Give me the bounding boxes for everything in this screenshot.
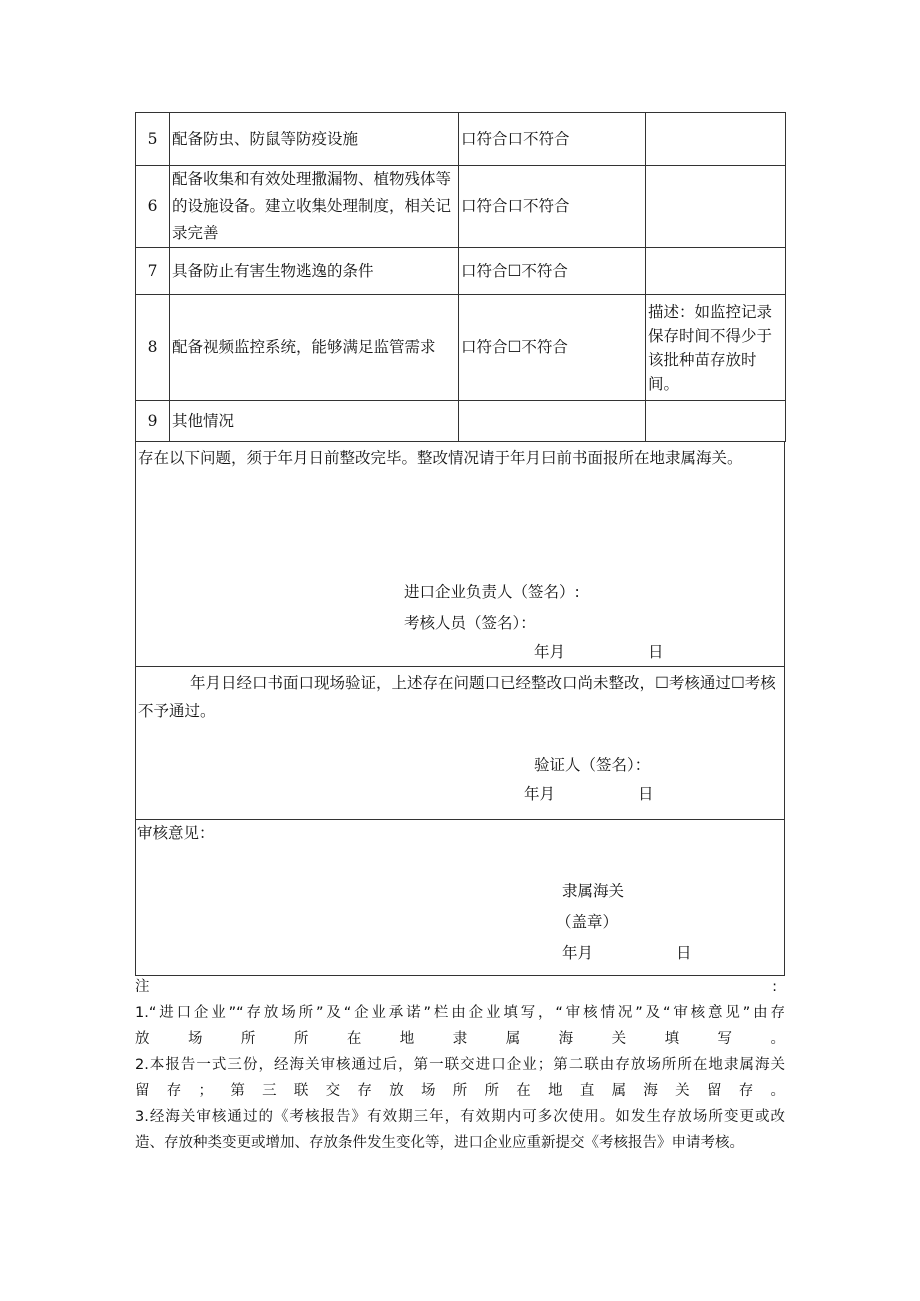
date-year-month: 年月 bbox=[534, 643, 566, 661]
note-3-line-2: 造、存放种类变更或增加、存放条件发生变化等，进口企业应重新提交《考核报告》申请考核。 bbox=[135, 1135, 744, 1151]
notes-section bbox=[135, 974, 785, 1156]
date-year-month: 年月 bbox=[524, 785, 556, 803]
note-2-line-1: 2.本报告一式三份，经海关审核通过后，第一联交进口企业；第二联由存放场所所在地隶属海关 bbox=[135, 1057, 785, 1073]
bottom-sections bbox=[135, 442, 785, 976]
item-text: 配备防虫、防鼠等防疫设施 bbox=[170, 113, 459, 166]
row-number: 9 bbox=[136, 401, 170, 442]
inspection-table bbox=[135, 112, 786, 442]
date-day: 日 bbox=[648, 643, 664, 661]
item-text: 配备收集和有效处理撒漏物、植物残体等的设施设备。建立收集处理制度，相关记录完善 bbox=[170, 166, 459, 248]
table-row bbox=[136, 113, 786, 166]
table-row bbox=[136, 295, 786, 401]
item-text: 其他情况 bbox=[170, 401, 459, 442]
note-2-line-2: 留存；第三联交存放场所所在地直属海关留存。 bbox=[135, 1083, 785, 1099]
inspector-signature-label: 考核人员（签名）： bbox=[404, 614, 536, 632]
result-options[interactable]: 口符合口不符合 bbox=[459, 113, 646, 166]
company-signature-label: 进口企业负责人（签名）: bbox=[404, 583, 580, 601]
note-1-line-2: 放场所所在地隶属海关填写。 bbox=[135, 1031, 785, 1047]
remark-cell bbox=[646, 401, 786, 442]
review-section bbox=[136, 820, 784, 975]
remark-cell bbox=[646, 113, 786, 166]
note-1-line-1: 1.“进口企业”“存放场所”及“企业承诺”栏由企业填写，“审核情况”及“审核意见”由存 bbox=[135, 1005, 785, 1021]
table-row bbox=[136, 166, 786, 248]
seal-label: （盖章） bbox=[556, 913, 619, 931]
result-options[interactable]: 口符合☐不符合 bbox=[459, 248, 646, 295]
row-number: 6 bbox=[136, 166, 170, 248]
result-options[interactable]: 口符合☐不符合 bbox=[459, 295, 646, 401]
review-label: 审核意见： bbox=[137, 824, 215, 842]
remark-cell bbox=[646, 248, 786, 295]
result-options[interactable]: 口符合口不符合 bbox=[459, 166, 646, 248]
result-options[interactable] bbox=[459, 401, 646, 442]
problems-section bbox=[136, 442, 784, 667]
verifier-signature-label: 验证人（签名）： bbox=[534, 756, 651, 774]
date-year-month: 年月 bbox=[562, 944, 594, 962]
remark-cell: 描述：如监控记录保存时间不得少于该批种苗存放时间。 bbox=[646, 295, 786, 401]
date-day: 日 bbox=[638, 785, 654, 803]
problems-text: 存在以下问题，须于年月日前整改完毕。整改情况请于年月曰前书面报所在地隶属海关。 bbox=[138, 449, 743, 467]
remark-cell bbox=[646, 166, 786, 248]
row-number: 8 bbox=[136, 295, 170, 401]
row-number: 5 bbox=[136, 113, 170, 166]
verification-text: 年月日经口书面口现场验证，上述存在问题口已经整改口尚未整改，☐考核通过☐考核不予通过。 bbox=[138, 674, 776, 720]
date-day: 日 bbox=[676, 944, 692, 962]
note-3-line-1: 3.经海关审核通过的《考核报告》有效期三年，有效期内可多次使用。如发生存放场所变更或改 bbox=[135, 1109, 785, 1125]
customs-label: 隶属海关 bbox=[562, 882, 625, 900]
table-row bbox=[136, 401, 786, 442]
row-number: 7 bbox=[136, 248, 170, 295]
item-text: 具备防止有害生物逃逸的条件 bbox=[170, 248, 459, 295]
item-text: 配备视频监控系统，能够满足监管需求 bbox=[170, 295, 459, 401]
inspection-form bbox=[135, 112, 785, 976]
notes-head: 注 bbox=[135, 979, 150, 995]
notes-heading bbox=[135, 974, 785, 1000]
notes-head-colon: : bbox=[772, 979, 777, 995]
table-row bbox=[136, 248, 786, 295]
verification-section bbox=[136, 667, 784, 820]
